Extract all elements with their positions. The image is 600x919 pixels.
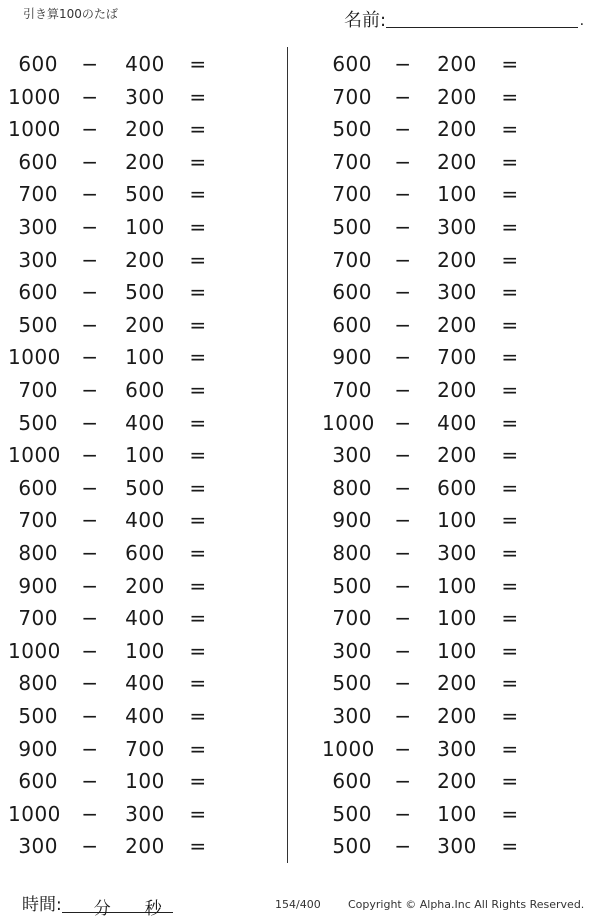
- minuend: 500: [332, 834, 372, 859]
- minus-sign: −: [81, 671, 99, 696]
- subtrahend: 700: [125, 736, 165, 761]
- equals-sign: =: [501, 52, 519, 76]
- answer-blank[interactable]: [528, 244, 588, 276]
- equals-sign: =: [501, 345, 519, 370]
- subtrahend: 300: [125, 801, 165, 826]
- minuend: 1000: [8, 117, 61, 142]
- minuend: 600: [18, 149, 58, 174]
- equals-sign: =: [189, 573, 207, 598]
- subtrahend: 300: [437, 834, 477, 859]
- minuend: 500: [332, 573, 372, 598]
- equals-sign: =: [189, 410, 207, 435]
- time-line[interactable]: [62, 894, 173, 919]
- minus-sign: −: [81, 704, 99, 728]
- minus-sign: −: [81, 736, 99, 761]
- equals-sign: =: [189, 247, 207, 272]
- minuend: 500: [332, 215, 372, 239]
- equals-sign: =: [501, 149, 519, 174]
- subtrahend: 200: [125, 312, 165, 337]
- minuend: 800: [332, 475, 372, 500]
- minutes-unit: 分: [93, 899, 111, 919]
- minus-sign: −: [81, 182, 99, 207]
- minus-sign: −: [81, 247, 99, 272]
- minuend: 1000: [8, 345, 61, 370]
- right-problem-row: [0, 48, 600, 80]
- time-label: 時間:: [22, 895, 62, 915]
- copyright-notice: Copyright © Alpha.Inc All Rights Reserved.: [348, 898, 585, 911]
- right-problem-row: [0, 276, 600, 308]
- subtrahend: 200: [125, 834, 165, 859]
- right-problem-row: [0, 667, 600, 699]
- minuend: 900: [18, 573, 58, 598]
- equals-sign: =: [501, 182, 519, 207]
- minuend: 600: [332, 769, 372, 794]
- minus-sign: −: [394, 638, 412, 663]
- equals-sign: =: [501, 215, 519, 239]
- minus-sign: −: [81, 378, 99, 402]
- time-field[interactable]: [22, 890, 173, 919]
- equals-sign: =: [189, 606, 207, 631]
- equals-sign: =: [501, 704, 519, 728]
- subtrahend: 400: [437, 410, 477, 435]
- minus-sign: −: [394, 671, 412, 696]
- minus-sign: −: [394, 312, 412, 337]
- answer-blank[interactable]: [528, 178, 588, 210]
- minuend: 500: [18, 410, 58, 435]
- minuend: 500: [18, 312, 58, 337]
- minuend: 700: [18, 378, 58, 402]
- subtrahend: 500: [125, 182, 165, 207]
- subtrahend: 100: [125, 443, 165, 468]
- answer-blank[interactable]: [528, 472, 588, 504]
- minus-sign: −: [394, 117, 412, 142]
- minus-sign: −: [394, 149, 412, 174]
- equals-sign: =: [501, 541, 519, 565]
- right-problem-row: [0, 341, 600, 373]
- subtrahend: 400: [125, 671, 165, 696]
- right-problem-row: [0, 765, 600, 797]
- equals-sign: =: [501, 378, 519, 402]
- subtrahend: 100: [437, 573, 477, 598]
- minus-sign: −: [81, 541, 99, 565]
- minuend: 500: [18, 704, 58, 728]
- answer-blank[interactable]: [528, 146, 588, 178]
- right-problem-row: [0, 570, 600, 602]
- equals-sign: =: [189, 443, 207, 468]
- subtrahend: 200: [125, 247, 165, 272]
- right-problem-row: [0, 798, 600, 830]
- subtrahend: 200: [437, 312, 477, 337]
- equals-sign: =: [189, 541, 207, 565]
- subtrahend: 400: [125, 410, 165, 435]
- subtrahend: 400: [125, 704, 165, 728]
- minuend: 300: [332, 638, 372, 663]
- minus-sign: −: [394, 378, 412, 402]
- minuend: 600: [332, 280, 372, 305]
- minus-sign: −: [81, 52, 99, 76]
- equals-sign: =: [189, 801, 207, 826]
- equals-sign: =: [189, 508, 207, 533]
- equals-sign: =: [501, 475, 519, 500]
- minus-sign: −: [394, 704, 412, 728]
- answer-blank[interactable]: [528, 570, 588, 602]
- minus-sign: −: [394, 573, 412, 598]
- minus-sign: −: [81, 573, 99, 598]
- equals-sign: =: [189, 475, 207, 500]
- minus-sign: −: [81, 508, 99, 533]
- subtrahend: 300: [437, 541, 477, 565]
- minus-sign: −: [81, 312, 99, 337]
- subtrahend: 600: [437, 475, 477, 500]
- right-problem-row: [0, 733, 600, 765]
- right-problem-row: [0, 113, 600, 145]
- equals-sign: =: [189, 280, 207, 305]
- minus-sign: −: [394, 508, 412, 533]
- equals-sign: =: [501, 84, 519, 109]
- subtrahend: 200: [437, 84, 477, 109]
- equals-sign: =: [501, 736, 519, 761]
- minuend: 1000: [322, 736, 375, 761]
- minuend: 300: [18, 215, 58, 239]
- subtrahend: 200: [437, 443, 477, 468]
- minus-sign: −: [394, 769, 412, 794]
- minuend: 500: [332, 801, 372, 826]
- answer-blank[interactable]: [528, 407, 588, 439]
- minus-sign: −: [81, 117, 99, 142]
- answer-blank[interactable]: [528, 113, 588, 145]
- minuend: 700: [332, 182, 372, 207]
- subtrahend: 200: [437, 149, 477, 174]
- subtrahend: 400: [125, 508, 165, 533]
- subtrahend: 200: [125, 117, 165, 142]
- right-problem-row: [0, 244, 600, 276]
- minuend: 600: [18, 475, 58, 500]
- answer-blank[interactable]: [528, 798, 588, 830]
- equals-sign: =: [501, 606, 519, 631]
- answer-blank[interactable]: [528, 374, 588, 406]
- minuend: 1000: [8, 84, 61, 109]
- subtrahend: 300: [125, 84, 165, 109]
- minuend: 1000: [8, 638, 61, 663]
- subtrahend: 200: [125, 573, 165, 598]
- subtrahend: 100: [437, 508, 477, 533]
- equals-sign: =: [501, 834, 519, 859]
- name-end-dot: .: [579, 13, 585, 29]
- right-problem-row: [0, 700, 600, 732]
- minuend: 700: [332, 149, 372, 174]
- minus-sign: −: [394, 606, 412, 631]
- subtrahend: 300: [437, 736, 477, 761]
- subtrahend: 200: [125, 149, 165, 174]
- right-problem-row: [0, 211, 600, 243]
- right-problem-row: [0, 178, 600, 210]
- equals-sign: =: [189, 834, 207, 859]
- equals-sign: =: [501, 312, 519, 337]
- minuend: 1000: [322, 410, 375, 435]
- minuend: 700: [18, 182, 58, 207]
- subtrahend: 100: [437, 182, 477, 207]
- minus-sign: −: [394, 84, 412, 109]
- answer-blank[interactable]: [528, 635, 588, 667]
- minus-sign: −: [81, 834, 99, 859]
- minus-sign: −: [81, 149, 99, 174]
- equals-sign: =: [189, 671, 207, 696]
- answer-blank[interactable]: [528, 276, 588, 308]
- equals-sign: =: [501, 801, 519, 826]
- minuend: 300: [18, 247, 58, 272]
- equals-sign: =: [189, 736, 207, 761]
- minuend: 700: [332, 378, 372, 402]
- right-problem-row: [0, 439, 600, 471]
- equals-sign: =: [189, 84, 207, 109]
- right-problem-row: [0, 146, 600, 178]
- minus-sign: −: [81, 606, 99, 631]
- subtrahend: 200: [437, 671, 477, 696]
- minuend: 500: [332, 117, 372, 142]
- minus-sign: −: [81, 801, 99, 826]
- right-problem-row: [0, 81, 600, 113]
- equals-sign: =: [189, 378, 207, 402]
- minuend: 700: [332, 606, 372, 631]
- equals-sign: =: [501, 573, 519, 598]
- minuend: 600: [18, 52, 58, 76]
- minus-sign: −: [81, 84, 99, 109]
- minus-sign: −: [394, 443, 412, 468]
- right-problem-row: [0, 374, 600, 406]
- answer-blank[interactable]: [528, 733, 588, 765]
- right-problem-row: [0, 407, 600, 439]
- subtrahend: 100: [437, 638, 477, 663]
- equals-sign: =: [189, 117, 207, 142]
- subtrahend: 400: [125, 52, 165, 76]
- minus-sign: −: [394, 345, 412, 370]
- equals-sign: =: [501, 410, 519, 435]
- right-problem-row: [0, 537, 600, 569]
- answer-blank[interactable]: [528, 537, 588, 569]
- minuend: 700: [332, 84, 372, 109]
- subtrahend: 500: [125, 280, 165, 305]
- answer-blank[interactable]: [528, 667, 588, 699]
- answer-blank[interactable]: [528, 81, 588, 113]
- minuend: 800: [332, 541, 372, 565]
- equals-sign: =: [501, 247, 519, 272]
- minus-sign: −: [394, 801, 412, 826]
- answer-blank[interactable]: [528, 700, 588, 732]
- equals-sign: =: [501, 508, 519, 533]
- equals-sign: =: [189, 345, 207, 370]
- subtrahend: 200: [437, 378, 477, 402]
- equals-sign: =: [189, 52, 207, 76]
- minuend: 700: [18, 508, 58, 533]
- subtrahend: 700: [437, 345, 477, 370]
- minuend: 600: [332, 52, 372, 76]
- subtrahend: 200: [437, 704, 477, 728]
- equals-sign: =: [189, 704, 207, 728]
- minuend: 800: [18, 541, 58, 565]
- equals-sign: =: [501, 671, 519, 696]
- answer-blank[interactable]: [528, 602, 588, 634]
- equals-sign: =: [189, 182, 207, 207]
- minus-sign: −: [81, 280, 99, 305]
- minuend: 300: [332, 443, 372, 468]
- answer-blank[interactable]: [528, 341, 588, 373]
- subtrahend: 200: [437, 247, 477, 272]
- answer-blank[interactable]: [528, 765, 588, 797]
- equals-sign: =: [189, 149, 207, 174]
- minuend: 600: [18, 769, 58, 794]
- minus-sign: −: [394, 280, 412, 305]
- right-problem-row: [0, 830, 600, 862]
- minuend: 600: [18, 280, 58, 305]
- worksheet-title: 引き算100のたば: [23, 7, 118, 21]
- seconds-unit: 秒: [144, 899, 162, 919]
- subtrahend: 100: [125, 769, 165, 794]
- subtrahend: 100: [437, 801, 477, 826]
- name-line[interactable]: [386, 9, 585, 29]
- equals-sign: =: [501, 638, 519, 663]
- subtrahend: 300: [437, 215, 477, 239]
- minuend: 900: [332, 508, 372, 533]
- equals-sign: =: [189, 638, 207, 663]
- minuend: 500: [332, 671, 372, 696]
- right-problem-row: [0, 602, 600, 634]
- minuend: 700: [332, 247, 372, 272]
- minus-sign: −: [81, 215, 99, 239]
- subtrahend: 400: [125, 606, 165, 631]
- subtrahend: 100: [125, 215, 165, 239]
- name-field[interactable]: [344, 6, 585, 32]
- minus-sign: −: [394, 541, 412, 565]
- right-problem-row: [0, 472, 600, 504]
- minus-sign: −: [81, 475, 99, 500]
- minuend: 700: [18, 606, 58, 631]
- minuend: 300: [18, 834, 58, 859]
- subtrahend: 500: [125, 475, 165, 500]
- subtrahend: 600: [125, 541, 165, 565]
- equals-sign: =: [189, 312, 207, 337]
- name-label: 名前:: [344, 10, 387, 31]
- minus-sign: −: [394, 410, 412, 435]
- minus-sign: −: [394, 52, 412, 76]
- equals-sign: =: [501, 769, 519, 794]
- minuend: 1000: [8, 443, 61, 468]
- answer-blank[interactable]: [528, 504, 588, 536]
- equals-sign: =: [501, 117, 519, 142]
- equals-sign: =: [501, 443, 519, 468]
- minuend: 800: [18, 671, 58, 696]
- minuend: 1000: [8, 801, 61, 826]
- minuend: 900: [332, 345, 372, 370]
- minus-sign: −: [81, 345, 99, 370]
- equals-sign: =: [189, 215, 207, 239]
- answer-blank[interactable]: [528, 48, 588, 80]
- minuend: 900: [18, 736, 58, 761]
- minuend: 300: [332, 704, 372, 728]
- minus-sign: −: [394, 215, 412, 239]
- equals-sign: =: [501, 280, 519, 305]
- minus-sign: −: [81, 443, 99, 468]
- minus-sign: −: [81, 410, 99, 435]
- minus-sign: −: [394, 736, 412, 761]
- right-problem-row: [0, 309, 600, 341]
- minus-sign: −: [394, 182, 412, 207]
- subtrahend: 300: [437, 280, 477, 305]
- minus-sign: −: [394, 834, 412, 859]
- answer-blank[interactable]: [528, 439, 588, 471]
- answer-blank[interactable]: [528, 211, 588, 243]
- subtrahend: 100: [437, 606, 477, 631]
- minus-sign: −: [81, 638, 99, 663]
- subtrahend: 600: [125, 378, 165, 402]
- right-problem-row: [0, 504, 600, 536]
- minus-sign: −: [394, 247, 412, 272]
- subtrahend: 100: [125, 345, 165, 370]
- subtrahend: 200: [437, 52, 477, 76]
- equals-sign: =: [189, 769, 207, 794]
- subtrahend: 200: [437, 769, 477, 794]
- page-number: 154/400: [275, 898, 321, 911]
- minus-sign: −: [81, 769, 99, 794]
- subtrahend: 100: [125, 638, 165, 663]
- minuend: 600: [332, 312, 372, 337]
- answer-blank[interactable]: [528, 309, 588, 341]
- answer-blank[interactable]: [528, 830, 588, 862]
- minus-sign: −: [394, 475, 412, 500]
- right-problem-row: [0, 635, 600, 667]
- subtrahend: 200: [437, 117, 477, 142]
